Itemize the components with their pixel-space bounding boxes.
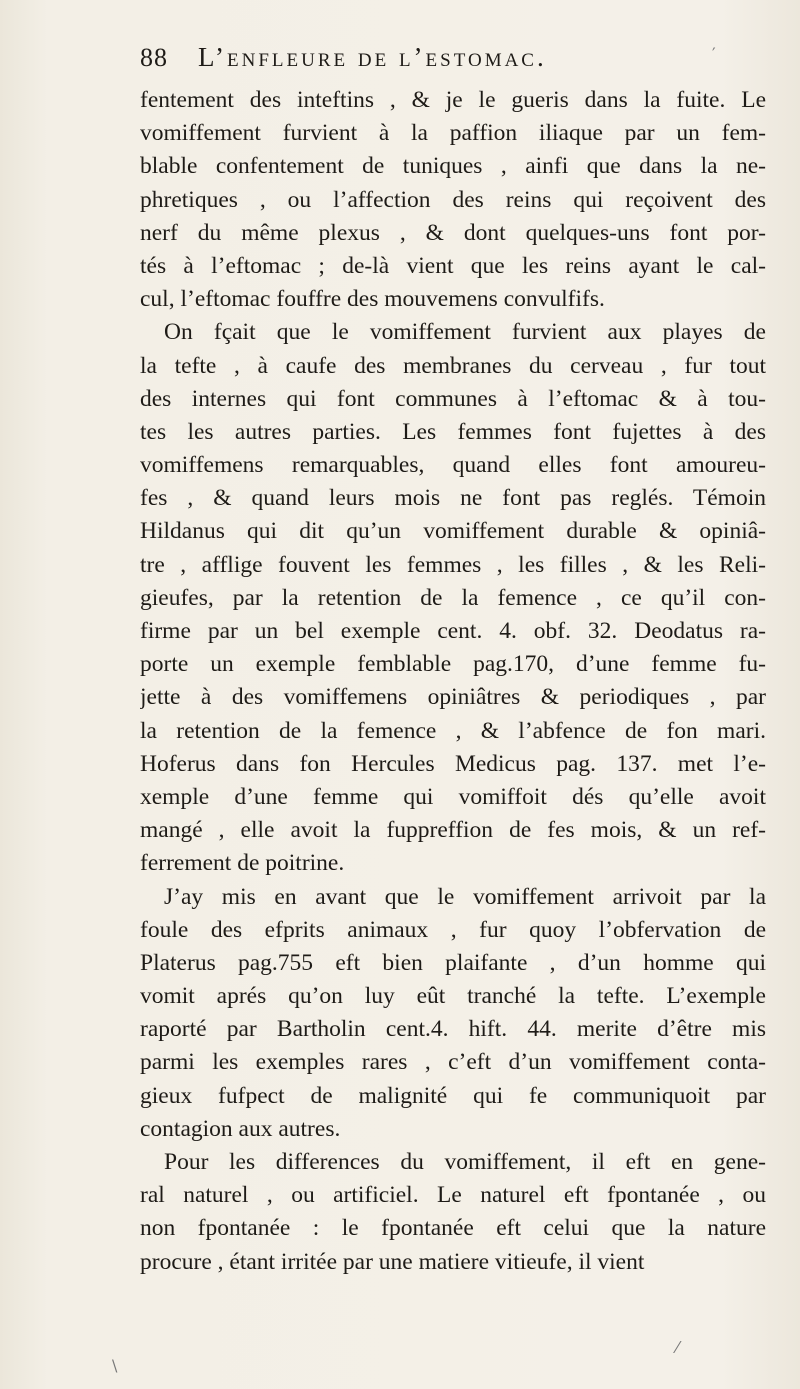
text-line: ral naturel , ou artificiel. Le naturel eft fpontanée , ou: [140, 1182, 766, 1209]
text-line: blable confentement de tuniques , ainfi que dans la ne-: [140, 153, 766, 180]
text-line: On fçait que le vomiffement furvient aux playes de: [164, 319, 766, 346]
text-line: firme par un bel exemple cent. 4. obf. 32. Deodatus ra-: [140, 618, 766, 644]
text-line: vomit aprés qu’on luy eût tranché la tefte. L’exemple: [140, 983, 766, 1010]
ink-speck: ′: [712, 44, 716, 63]
text-line: J’ay mis en avant que le vomiffement arrivoit par la: [164, 883, 766, 910]
page-header: [140, 42, 780, 82]
ink-speck: \: [112, 1356, 118, 1375]
text-line: phretiques , ou l’affection des reins qui reçoivent des: [140, 186, 766, 213]
text-line: fentement des inteftins , & je le gueris dans la fuite. Le: [140, 87, 766, 113]
text-line: jette à des vomiffemens opiniâtres & periodiques , par: [140, 684, 766, 711]
text-line: porte un exemple femblable pag.170, d’une femme fu-: [140, 651, 766, 678]
paragraph: [140, 316, 766, 880]
text-line: non fpontanée : le fpontanée eft celui que la nature: [140, 1215, 766, 1242]
text-line: tre , afflige fouvent les femmes , les filles , & les Reli-: [140, 551, 766, 578]
text-line: la tefte , à caufe des membranes du cerveau , fur tout: [140, 352, 766, 379]
text-line: gieux fufpect de malignité qui fe communiquoit par: [140, 1082, 766, 1109]
paragraph: [140, 881, 766, 1147]
text-line: nerf du même plexus , & dont quelques-uns font por-: [140, 219, 766, 246]
text-line: xemple d’une femme qui vomiffoit dés qu’elle avoit: [140, 783, 766, 810]
running-title: L’enfleure de l’estomac.: [198, 42, 547, 72]
text-line: gieufes, par la retention de la femence , ce qu’il con-: [140, 584, 766, 611]
text-line: la retention de la femence , & l’abfence de fon mari.: [140, 717, 766, 744]
text-line: des internes qui font communes à l’eftomac & à tou-: [140, 385, 766, 412]
text-line: cul, l’eftomac fouffre des mouvemens convulfifs.: [140, 286, 605, 313]
paragraph: [140, 1146, 766, 1279]
body-text: [140, 84, 766, 1279]
text-line: ferrement de poitrine.: [140, 850, 345, 877]
text-line: parmi les exemples rares , c’eft d’un vomiffement conta-: [140, 1049, 766, 1076]
text-line: foule des efprits animaux , fur quoy l’obfervation de: [140, 916, 766, 943]
text-line: tes les autres parties. Les femmes font fujettes à des: [140, 418, 766, 445]
text-line: Hoferus dans fon Hercules Medicus pag. 137. met l’e-: [140, 750, 766, 777]
text-line: procure , étant irritée par une matiere vitieufe, il vient: [140, 1248, 645, 1275]
text-line: Hildanus qui dit qu’un vomiffement durable & opiniâ-: [140, 518, 766, 545]
text-line: Platerus pag.755 eft bien plaifante , d’un homme qui: [140, 949, 766, 976]
page-number: 88: [140, 43, 168, 72]
text-line: mangé , elle avoit la fuppreffion de fes mois, & un ref-: [140, 817, 766, 844]
paragraph: [140, 84, 766, 316]
text-line: fes , & quand leurs mois ne font pas reglés. Témoin: [140, 485, 766, 512]
text-line: contagion aux autres.: [140, 1115, 341, 1142]
text-line: Pour les differences du vomiffement, il eft en gene-: [164, 1149, 766, 1175]
text-line: tés à l’eftomac ; de-là vient que les reins ayant le cal-: [140, 252, 766, 279]
text-line: raporté par Bartholin cent.4. hift. 44. merite d’être mis: [140, 1016, 766, 1043]
ink-speck: ⁄: [676, 1338, 679, 1357]
text-line: vomiffement furvient à la paffion iliaque par un fem-: [140, 120, 766, 147]
text-line: vomiffemens remarquables, quand elles font amoureu-: [140, 452, 766, 479]
